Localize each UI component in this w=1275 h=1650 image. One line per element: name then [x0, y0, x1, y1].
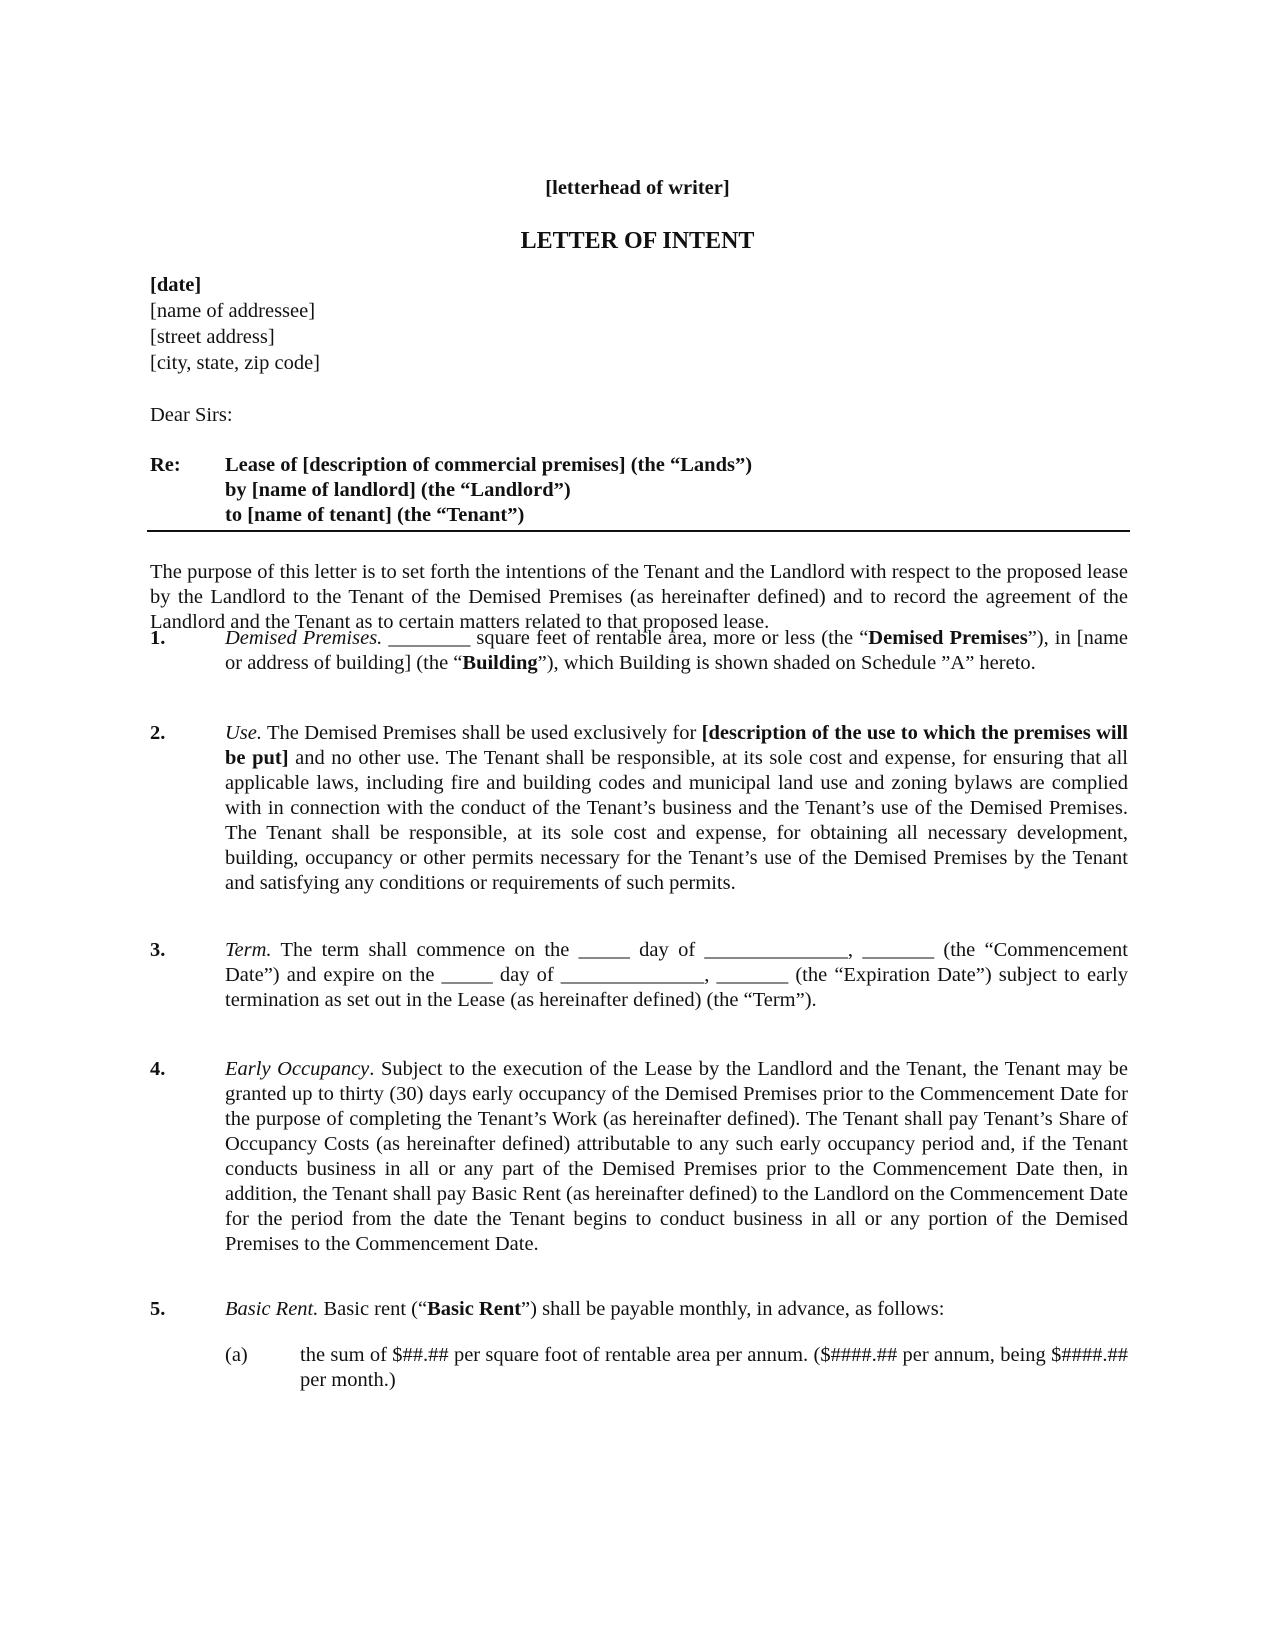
- salutation: Dear Sirs:: [150, 404, 233, 426]
- defined-term: [description of the use to which the premises will be put]: [225, 722, 1128, 769]
- date-line: [date]: [150, 274, 202, 296]
- defined-term: Demised Premises: [868, 627, 1028, 649]
- clause-caption: Basic Rent.: [225, 1298, 319, 1320]
- clause-caption: Use.: [225, 722, 263, 744]
- city-line: [city, state, zip code]: [150, 352, 320, 374]
- re-label: Re:: [150, 454, 181, 476]
- letterhead-placeholder: [letterhead of writer]: [545, 177, 730, 199]
- clause-text: ________ square feet of rentable area, more or less (the “: [382, 627, 869, 649]
- subclause-label: (a): [225, 1344, 248, 1366]
- clause-text: . Subject to the execution of the Lease by the Landlord and the Tenant, the Tenant may be granted up to thirty (30) days early occupancy of the Demised Premises prior to the Commencement Date for the purpose of completing the Tenant’s Work (as hereinafter defined). The Tenant shall pay Tenant’s Share of Occupancy Costs (as hereinafter defined) attributable to any such early occupancy period and, if the Tenant conducts business in all or any part of the Demised Premises prior to the Commencement Date then, in addition, the Tenant shall pay Basic Rent (as hereinafter defined) to the Landlord on the Commencement Date for the period from the date the Tenant begins to conduct business in all or any portion of the Demised Premises to the Commencement Date.: [225, 1058, 1128, 1255]
- clause-number: 3.: [150, 939, 166, 961]
- re-line-tenant: to [name of tenant] (the “Tenant”): [225, 504, 525, 526]
- clause-caption: Early Occupancy: [225, 1058, 370, 1080]
- clause-number: 4.: [150, 1058, 166, 1080]
- clause-text: The Demised Premises shall be used exclusively for: [262, 722, 702, 744]
- re-divider: [147, 530, 1130, 532]
- re-line-lands: Lease of [description of commercial premises] (the “Lands”): [225, 454, 753, 476]
- clause-text: Basic rent (“: [318, 1298, 428, 1320]
- clause-body: [225, 721, 1128, 896]
- clause-caption: Demised Premises.: [225, 627, 383, 649]
- street-line: [street address]: [150, 326, 275, 348]
- addressee-line: [name of addressee]: [150, 300, 316, 322]
- re-lines: [225, 453, 1125, 528]
- clause-text: ”) shall be payable monthly, in advance, as follows:: [521, 1298, 945, 1320]
- re-line-landlord: by [name of landlord] (the “Landlord”): [225, 479, 571, 501]
- address-block: [150, 273, 320, 377]
- clause-number: 5.: [150, 1298, 166, 1320]
- clause-body: [225, 626, 1128, 676]
- intro-paragraph: The purpose of this letter is to set forth the intentions of the Tenant and the Landlord with respect to the proposed lease by the Landlord to the Tenant of the Demised Premises (as hereinafter defined) and to record the agreement of the Landlord and the Tenant as to certain matters related to that proposed lease.: [150, 561, 1128, 633]
- clause-text: and no other use. The Tenant shall be responsible, at its sole cost and expense, for ensuring that all applicable laws, including fire and building codes and municipal land use and zoning bylaws are complied with in connection with the conduct of the Tenant’s business and the Tenant’s use of the Demised Premises. The Tenant shall be responsible, at its sole cost and expense, for obtaining all necessary development, building, occupancy or other permits necessary for the Tenant’s use of the Demised Premises by the Tenant and satisfying any conditions or requirements of such permits.: [225, 747, 1128, 894]
- clause-text: ”), in [name or address of building] (the “: [225, 627, 1128, 674]
- clause-text: The term shall commence on the _____ day of ______________, _______ (the “Commencement Date”) and expire on the _____ day of ______________, _______ (the “Expiration Date”) subject to early termination as set out in the Lease (as hereinafter defined) (the “Term”).: [225, 939, 1128, 1011]
- clause-text: ”), which Building is shown shaded on Schedule ”A” hereto.: [537, 652, 1036, 674]
- subclause-text: the sum of $##.## per square foot of rentable area per annum. ($####.## per annum, being $####.## per month.): [300, 1344, 1128, 1391]
- clause-number: 2.: [150, 722, 166, 744]
- document-title: LETTER OF INTENT: [520, 228, 755, 254]
- clause-body: [225, 938, 1128, 1013]
- defined-term: Basic Rent: [427, 1298, 522, 1320]
- clause-body: [225, 1297, 1128, 1322]
- clause-caption: Term.: [225, 939, 272, 961]
- clause-body: [225, 1057, 1128, 1257]
- defined-term: Building: [462, 652, 538, 674]
- clause-number: 1.: [150, 627, 166, 649]
